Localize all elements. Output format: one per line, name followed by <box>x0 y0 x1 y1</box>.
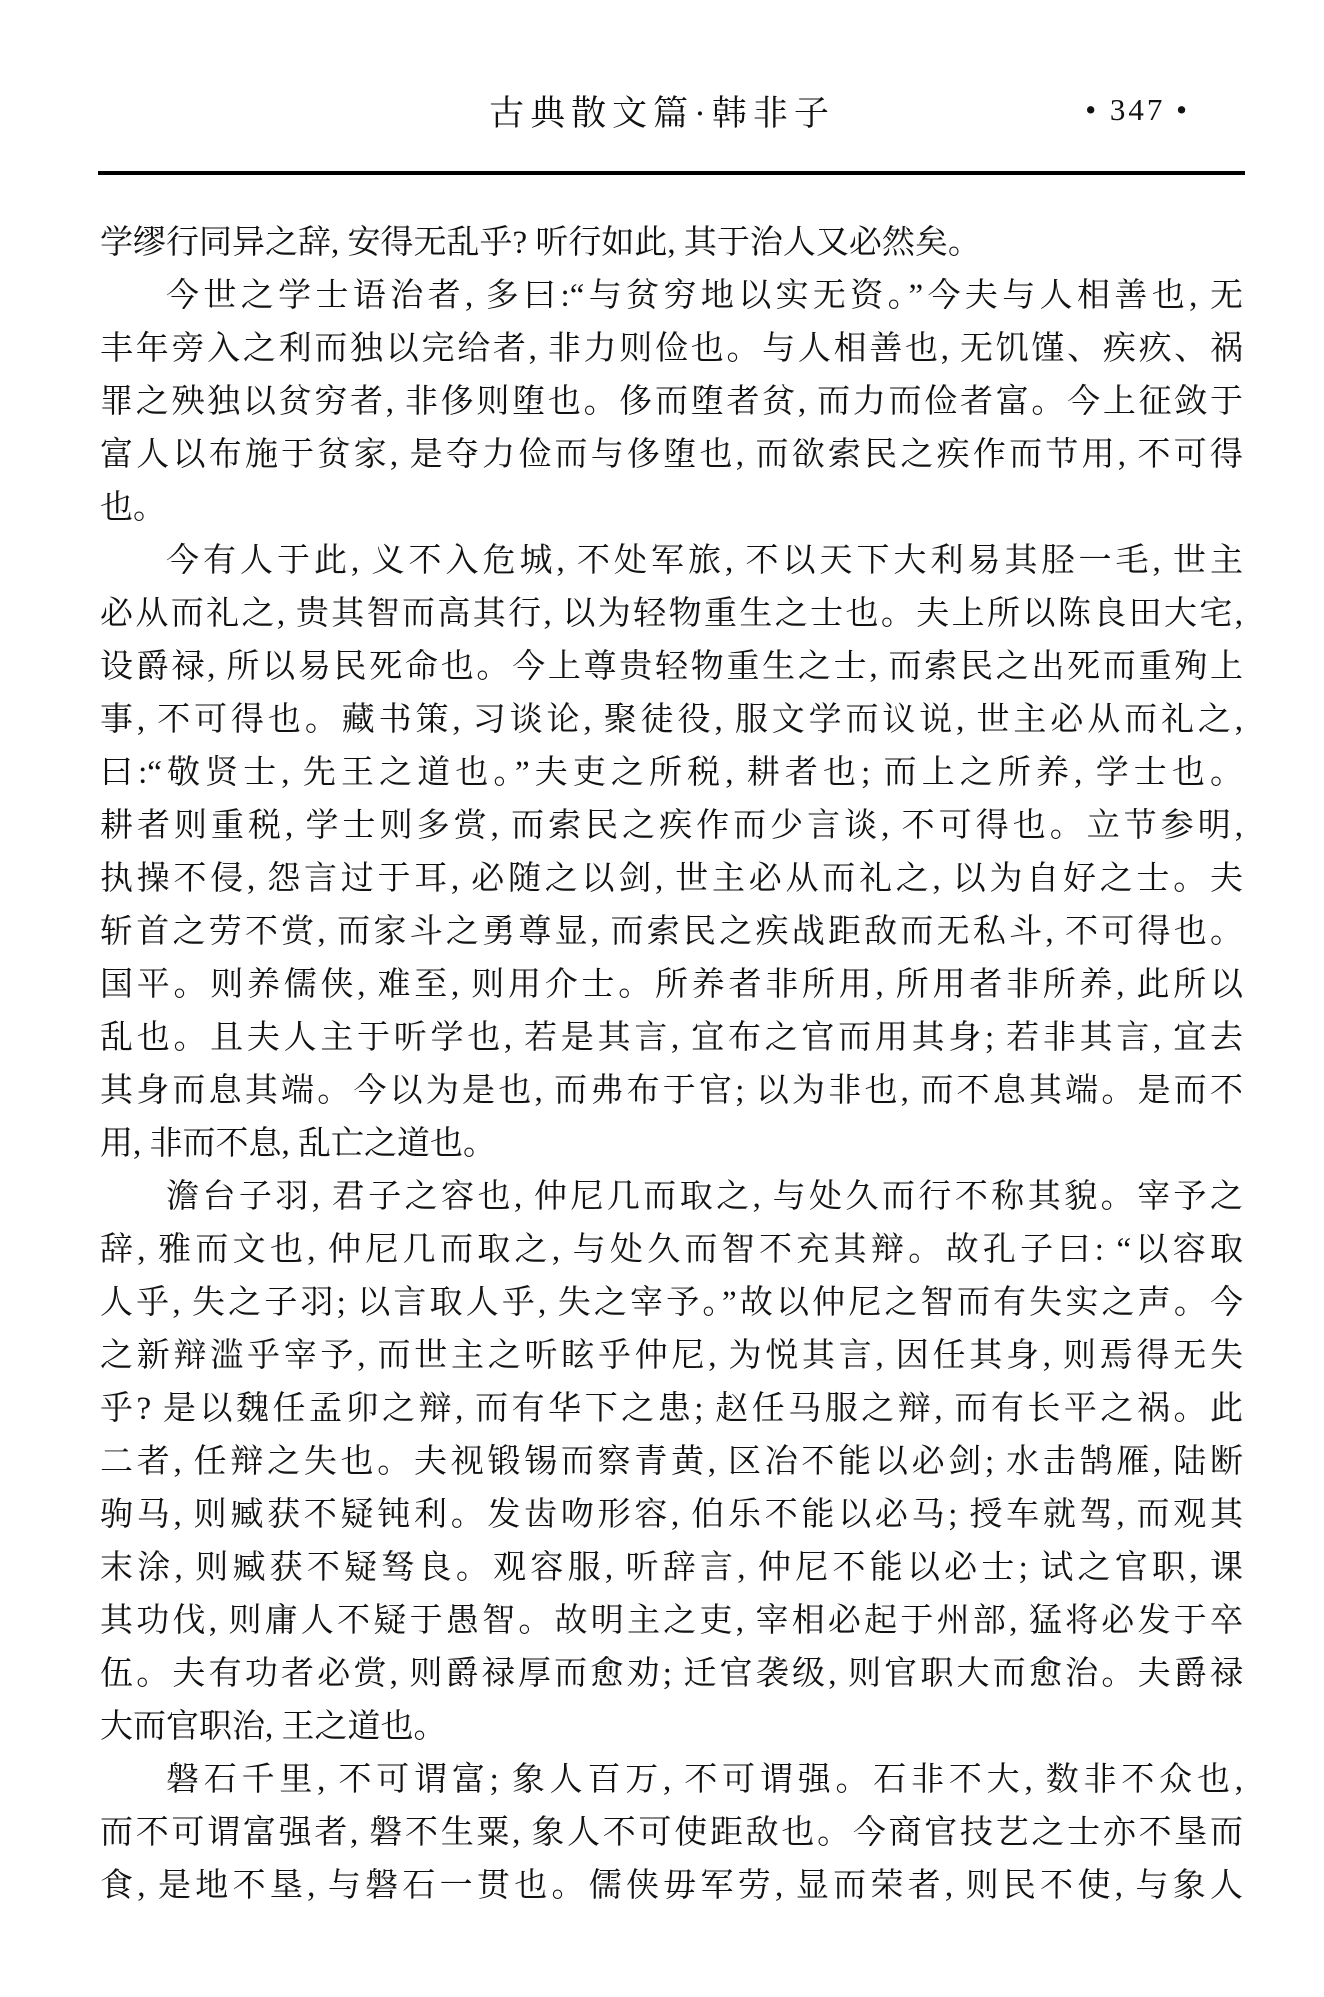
text-line: 必从而礼之, 贵其智而高其行, 以为轻物重生之士也。夫上所以陈良田大宅, <box>100 596 1243 632</box>
text-line: 之新辩滥乎宰予, 而世主之听眩乎仲尼, 为悦其言, 因任其身, 则焉得无失 <box>100 1338 1243 1374</box>
text-line: 磐石千里, 不可谓富; 象人百万, 不可谓强。石非不大, 数非不众也, <box>166 1762 1243 1798</box>
text-line: 伍。夫有功者必赏, 则爵禄厚而愈劝; 迁官袭级, 则官职大而愈治。夫爵禄 <box>100 1656 1243 1692</box>
text-line: 乎? 是以魏任孟卯之辩, 而有华下之患; 赵任马服之辩, 而有长平之祸。此 <box>100 1391 1243 1427</box>
text-line: 设爵禄, 所以易民死命也。今上尊贵轻物重生之士, 而索民之出死而重殉上 <box>100 649 1243 685</box>
text-line: 斩首之劳不赏, 而家斗之勇尊显, 而索民之疾战距敌而无私斗, 不可得也。 <box>100 914 1243 950</box>
text-line: 今有人于此, 义不入危城, 不处军旅, 不以天下大利易其胫一毛, 世主 <box>166 543 1243 579</box>
text-line: 其身而息其端。今以为是也, 而弗布于官; 以为非也, 而不息其端。是而不 <box>100 1073 1243 1109</box>
text-line: 用, 非而不息, 乱亡之道也。 <box>100 1126 496 1162</box>
body-text <box>100 217 1243 1913</box>
page-number: • 347 • <box>1085 92 1190 127</box>
header-rule <box>98 171 1245 175</box>
text-line: 曰:“敬贤士, 先王之道也。”夫吏之所税, 耕者也; 而上之所养, 学士也。 <box>100 755 1243 791</box>
page-title: 古典散文篇·韩非子 <box>489 94 835 133</box>
text-line: 执操不侵, 怨言过于耳, 必随之以剑, 世主必从而礼之, 以为自好之士。夫 <box>100 861 1243 897</box>
text-line: 人乎, 失之子羽; 以言取人乎, 失之宰予。”故以仲尼之智而有失实之声。今 <box>100 1285 1243 1321</box>
text-line: 乱也。且夫人主于听学也, 若是其言, 宜布之官而用其身; 若非其言, 宜去 <box>100 1020 1243 1056</box>
text-line: 国平。则养儒侠, 难至, 则用介士。所养者非所用, 所用者非所养, 此所以 <box>100 967 1243 1003</box>
text-line: 二者, 任辩之失也。夫视锻锡而察青黄, 区冶不能以必剑; 水击鹄雁, 陆断 <box>100 1444 1243 1480</box>
text-line: 末涂, 则臧获不疑驽良。观容服, 听辞言, 仲尼不能以必士; 试之官职, 课 <box>100 1550 1243 1586</box>
text-line: 罪之殃独以贫穷者, 非侈则堕也。侈而堕者贫, 而力而俭者富。今上征敛于 <box>100 384 1243 420</box>
text-line: 也。 <box>100 490 166 526</box>
text-line: 其功伐, 则庸人不疑于愚智。故明主之吏, 宰相必起于州部, 猛将必发于卒 <box>100 1603 1243 1639</box>
text-line: 而不可谓富强者, 磐不生粟, 象人不可使距敌也。今商官技艺之士亦不垦而 <box>100 1815 1243 1851</box>
text-line: 学缪行同异之辞, 安得无乱乎? 听行如此, 其于治人又必然矣。 <box>100 225 981 261</box>
text-line: 澹台子羽, 君子之容也, 仲尼几而取之, 与处久而行不称其貌。宰予之 <box>166 1179 1243 1215</box>
text-line: 耕者则重税, 学士则多赏, 而索民之疾作而少言谈, 不可得也。立节参明, <box>100 808 1243 844</box>
text-line: 驹马, 则臧获不疑钝利。发齿吻形容, 伯乐不能以必马; 授车就驾, 而观其 <box>100 1497 1243 1533</box>
text-line: 辞, 雅而文也, 仲尼几而取之, 与处久而智不充其辩。故孔子曰: “以容取 <box>100 1232 1243 1268</box>
text-line: 今世之学士语治者, 多曰:“与贫穷地以实无资。”今夫与人相善也, 无 <box>166 278 1243 314</box>
text-line: 食, 是地不垦, 与磐石一贯也。儒侠毋军劳, 显而荣者, 则民不使, 与象人 <box>100 1868 1243 1904</box>
text-line: 富人以布施于贫家, 是夺力俭而与侈堕也, 而欲索民之疾作而节用, 不可得 <box>100 437 1243 473</box>
text-line: 大而官职治, 王之道也。 <box>100 1709 447 1745</box>
text-line: 丰年旁入之利而独以完给者, 非力则俭也。与人相善也, 无饥馑、疾疚、祸 <box>100 331 1243 367</box>
text-line: 事, 不可得也。藏书策, 习谈论, 聚徒役, 服文学而议说, 世主必从而礼之, <box>100 702 1243 738</box>
